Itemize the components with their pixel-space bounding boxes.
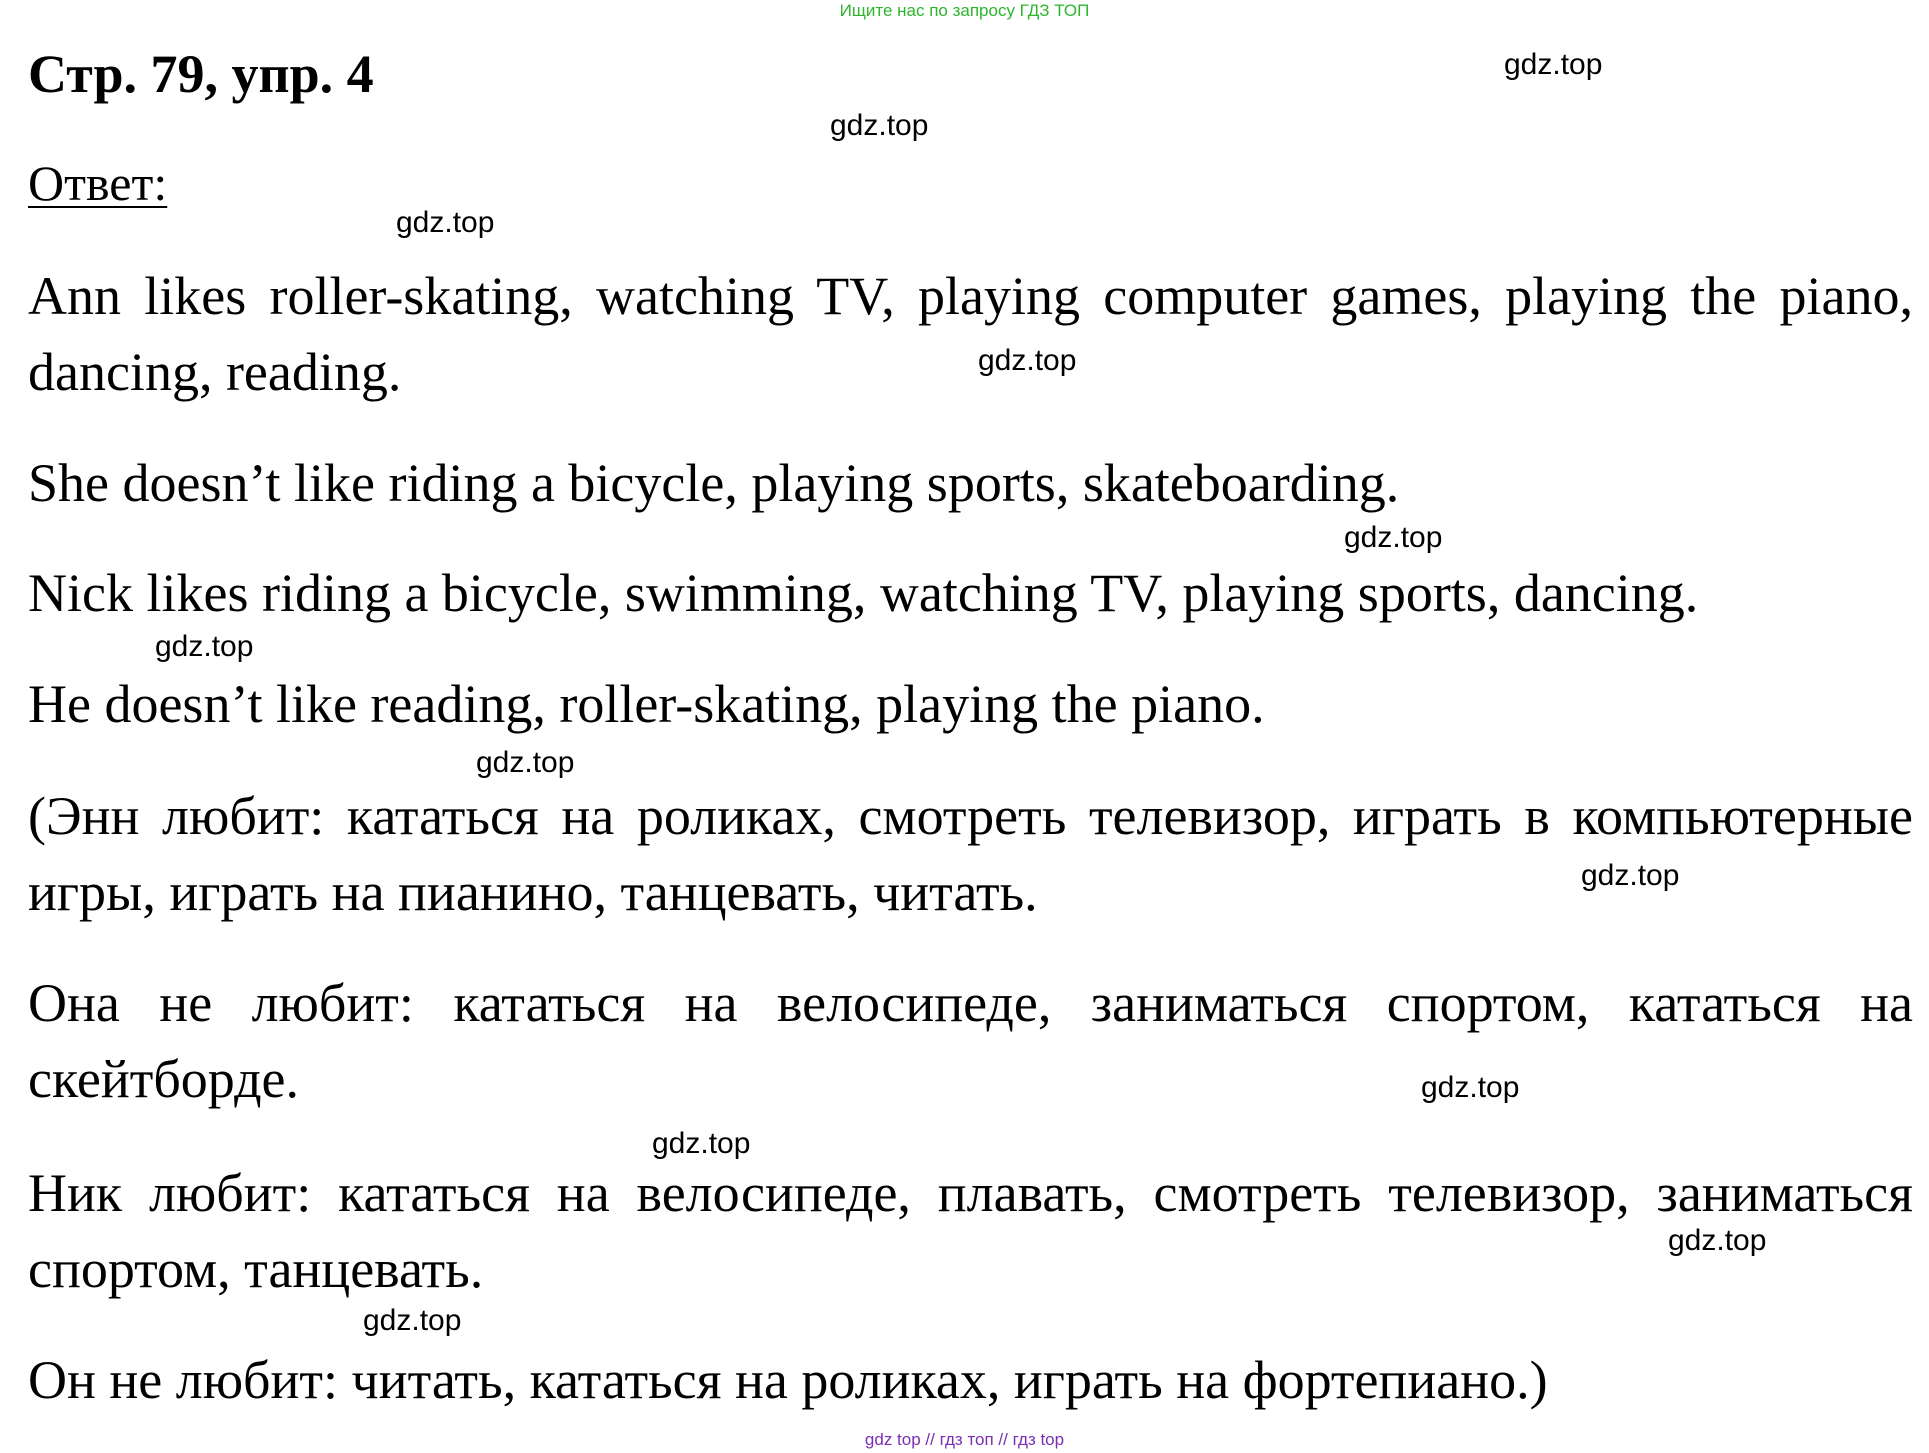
top-banner: Ищите нас по запросу ГДЗ ТОП xyxy=(839,1,1090,20)
watermark: gdz.top xyxy=(978,344,1077,377)
page-title: Стр. 79, упр. 4 xyxy=(28,44,374,104)
answer-paragraph-4: He doesn’t like reading, roller-skating, playing the piano. xyxy=(28,674,1265,734)
watermark: gdz.top xyxy=(1421,1071,1520,1104)
answer-paragraph-1: Ann likes roller-skating, watching TV, playing computer games, playing the piano, dancing, reading. xyxy=(28,266,1913,402)
watermark: gdz.top xyxy=(1504,48,1603,81)
watermark: gdz.top xyxy=(652,1127,751,1160)
watermark: gdz.top xyxy=(155,630,254,663)
answer-paragraph-3: Nick likes riding a bicycle, swimming, watching TV, playing sports, dancing. xyxy=(28,563,1699,623)
answer-paragraph-2: She doesn’t like riding a bicycle, playing sports, skateboarding. xyxy=(28,453,1400,513)
watermark: gdz.top xyxy=(1668,1224,1767,1257)
answer-label: Ответ: xyxy=(28,155,168,211)
watermark: gdz.top xyxy=(1581,859,1680,892)
translation-paragraph-2: Она не любит: кататься на велосипеде, заниматься спортом, кататься на скейтборде. xyxy=(28,973,1913,1109)
watermark: gdz.top xyxy=(396,206,495,239)
translation-paragraph-4: Он не любит: читать, кататься на роликах, играть на фортепиано.) xyxy=(28,1350,1548,1410)
watermark: gdz.top xyxy=(830,109,929,142)
footer-links: gdz top // гдз топ // гдз top xyxy=(864,1430,1065,1449)
translation-paragraph-3: Ник любит: кататься на велосипеде, плавать, смотреть телевизор, заниматься спортом, танцевать. xyxy=(28,1163,1913,1299)
watermark: gdz.top xyxy=(363,1304,462,1337)
watermark: gdz.top xyxy=(1344,521,1443,554)
watermark: gdz.top xyxy=(476,746,575,779)
translation-paragraph-1: (Энн любит: кататься на роликах, смотреть телевизор, играть в компьютерные игры, играть на пианино, танцевать, читать. xyxy=(28,786,1913,922)
